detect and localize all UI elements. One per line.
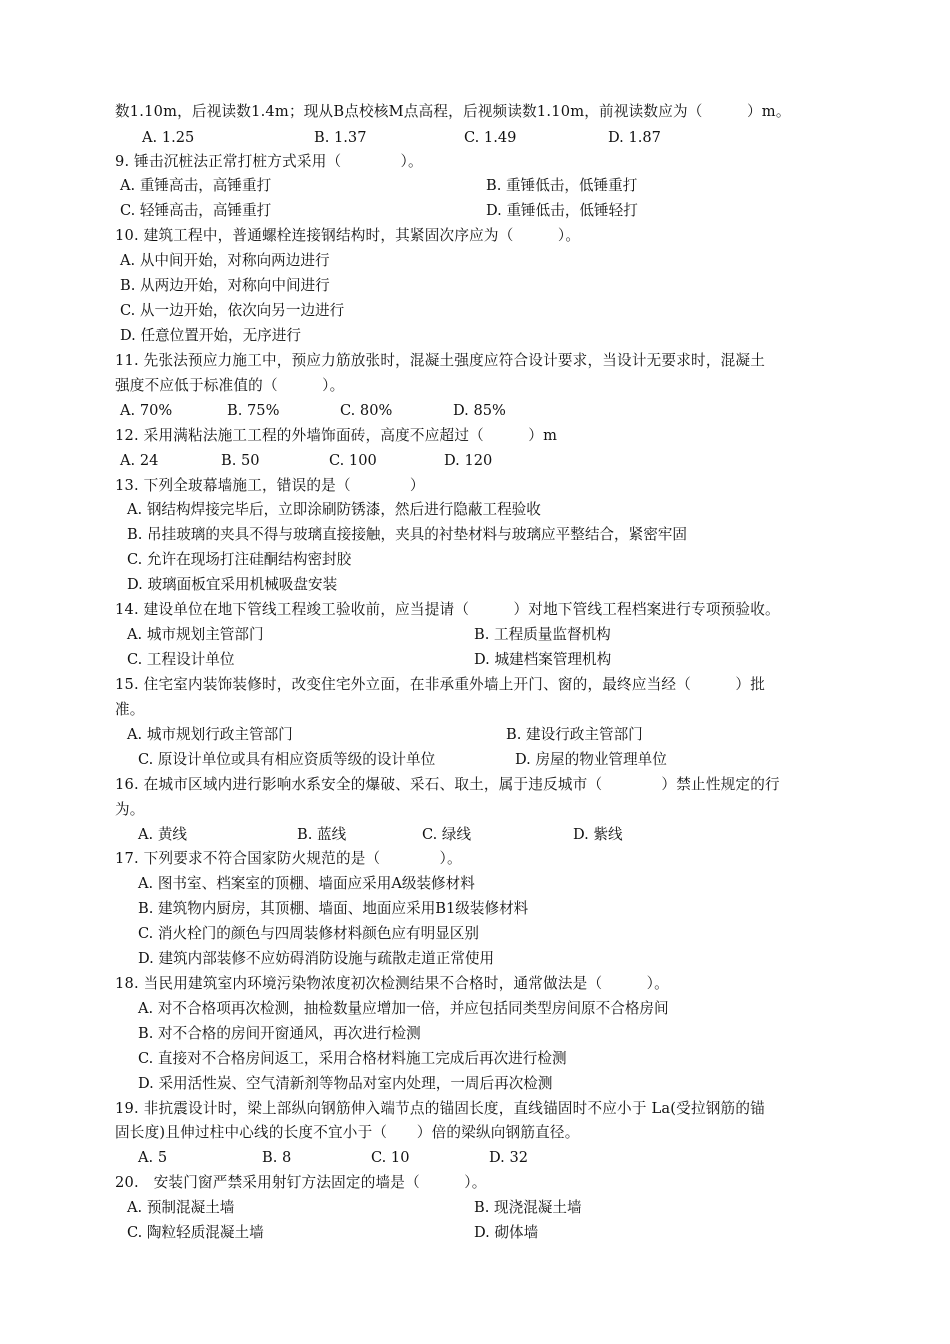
question-13: 13. 下列全玻幕墙施工，错误的是（ ） (115, 477, 425, 494)
question-20-option-a: A. 预制混凝土墙 (127, 1199, 235, 1216)
question-19-line1: 19. 非抗震设计时，梁上部纵向钢筋伸入端节点的锚固长度，直线锚固时不应小于 La(受拉钢筋的锚 (115, 1100, 765, 1117)
question-12: 12. 采用满粘法施工工程的外墙饰面砖，高度不应超过（ ）m (115, 427, 558, 444)
question-12-option-c: C. 100 (329, 452, 377, 469)
question-16-line2: 为。 (115, 801, 145, 818)
question-11-option-c: C. 80% (340, 402, 393, 419)
question-13-option-a: A. 钢结构焊接完毕后，立即涂刷防锈漆，然后进行隐蔽工程验收 (127, 501, 541, 518)
question-13-option-b: B. 吊挂玻璃的夹具不得与玻璃直接接触，夹具的衬垫材料与玻璃应平整结合，紧密牢固 (127, 526, 687, 543)
question-18-option-a: A. 对不合格项再次检测，抽检数量应增加一倍，并应包括同类型房间原不合格房间 (138, 1000, 669, 1017)
question-18-option-d: D. 采用活性炭、空气清新剂等物品对室内处理，一周后再次检测 (138, 1075, 553, 1092)
question-15-option-d: D. 房屋的物业管理单位 (515, 751, 667, 768)
question-8-option-c: C. 1.49 (464, 129, 517, 146)
question-10-option-c: C. 从一边开始，依次向另一边进行 (120, 302, 345, 319)
question-18-option-c: C. 直接对不合格房间返工，采用合格材料施工完成后再次进行检测 (138, 1050, 567, 1067)
question-9-option-c: C. 轻锤高击，高锤重打 (120, 202, 272, 219)
question-16-option-d: D. 紫线 (573, 826, 623, 843)
question-17: 17. 下列要求不符合国家防火规范的是（ ）。 (115, 850, 462, 867)
question-14: 14. 建设单位在地下管线工程竣工验收前，应当提请（ ）对地下管线工程档案进行专项预验收。 (115, 601, 780, 618)
question-15-line2: 准。 (115, 701, 145, 718)
question-10-option-a: A. 从中间开始，对称向两边进行 (120, 252, 330, 269)
question-14-option-d: D. 城建档案管理机构 (474, 651, 612, 668)
question-15-option-c: C. 原设计单位或具有相应资质等级的设计单位 (138, 751, 436, 768)
question-8-option-b: B. 1.37 (314, 129, 367, 146)
question-19-option-c: C. 10 (371, 1149, 410, 1166)
question-20-option-c: C. 陶粒轻质混凝土墙 (127, 1224, 264, 1241)
question-20-option-b: B. 现浇混凝土墙 (474, 1199, 582, 1216)
question-14-option-a: A. 城市规划主管部门 (127, 626, 264, 643)
question-11-option-a: A. 70% (120, 402, 173, 419)
question-17-option-a: A. 图书室、档案室的顶棚、墙面应采用A级装修材料 (138, 875, 475, 892)
question-17-option-b: B. 建筑物内厨房，其顶棚、墙面、地面应采用B1级装修材料 (138, 900, 529, 917)
question-13-option-d: D. 玻璃面板宜采用机械吸盘安装 (127, 576, 338, 593)
question-11-line2: 强度不应低于标准值的（ ）。 (115, 377, 345, 394)
question-14-option-b: B. 工程质量监督机构 (474, 626, 611, 643)
question-20-option-d: D. 砌体墙 (474, 1224, 539, 1241)
question-9-option-d: D. 重锤低击，低锤轻打 (486, 202, 638, 219)
question-9: 9. 锤击沉桩法正常打桩方式采用（ ）。 (115, 153, 423, 170)
question-9-option-b: B. 重锤低击，低锤重打 (486, 177, 638, 194)
question-10: 10. 建筑工程中，普通螺栓连接钢结构时，其紧固次序应为（ ）。 (115, 227, 581, 244)
question-16-option-c: C. 绿线 (422, 826, 472, 843)
question-19-option-b: B. 8 (262, 1149, 292, 1166)
question-8-continued: 数1.10m，后视读数1.4m；现从B点校核M点高程，后视频读数1.10m，前视读数应为（ ）m。 (115, 103, 791, 120)
question-12-option-b: B. 50 (221, 452, 260, 469)
question-18-option-b: B. 对不合格的房间开窗通风，再次进行检测 (138, 1025, 421, 1042)
question-18: 18. 当民用建筑室内环境污染物浓度初次检测结果不合格时，通常做法是（ ）。 (115, 975, 669, 992)
question-14-option-c: C. 工程设计单位 (127, 651, 235, 668)
question-16-option-a: A. 黄线 (138, 826, 188, 843)
question-16-line1: 16. 在城市区域内进行影响水系安全的爆破、采石、取土，属于违反城市（ ）禁止性规定的行 (115, 776, 780, 793)
question-17-option-d: D. 建筑内部装修不应妨碍消防设施与疏散走道正常使用 (138, 950, 495, 967)
question-19-option-d: D. 32 (489, 1149, 529, 1166)
question-9-option-a: A. 重锤高击，高锤重打 (120, 177, 272, 194)
question-11-line1: 11. 先张法预应力施工中，预应力筋放张时，混凝土强度应符合设计要求，当设计无要求时，混凝土 (115, 352, 765, 369)
question-11-option-d: D. 85% (453, 402, 506, 419)
question-19-option-a: A. 5 (138, 1149, 168, 1166)
question-16-option-b: B. 蓝线 (297, 826, 347, 843)
question-13-option-c: C. 允许在现场打注硅酮结构密封胶 (127, 551, 352, 568)
question-10-option-b: B. 从两边开始，对称向中间进行 (120, 277, 330, 294)
question-12-option-d: D. 120 (444, 452, 493, 469)
question-8-option-a: A. 1.25 (142, 129, 195, 146)
question-15-option-b: B. 建设行政主管部门 (506, 726, 643, 743)
question-17-option-c: C. 消火栓门的颜色与四周装修材料颜色应有明显区别 (138, 925, 479, 942)
question-11-option-b: B. 75% (227, 402, 280, 419)
question-15-line1: 15. 住宅室内装饰装修时，改变住宅外立面，在非承重外墙上开门、窗的，最终应当经（ ）批 (115, 676, 765, 693)
question-10-option-d: D. 任意位置开始，无序进行 (120, 327, 301, 344)
question-8-option-d: D. 1.87 (608, 129, 661, 146)
question-12-option-a: A. 24 (120, 452, 159, 469)
question-20: 20. 安装门窗严禁采用射钉方法固定的墙是（ ）。 (115, 1174, 487, 1191)
question-15-option-a: A. 城市规划行政主管部门 (127, 726, 293, 743)
question-19-line2: 固长度)且伸过柱中心线的长度不宜小于（ ）倍的梁纵向钢筋直径。 (115, 1124, 580, 1141)
